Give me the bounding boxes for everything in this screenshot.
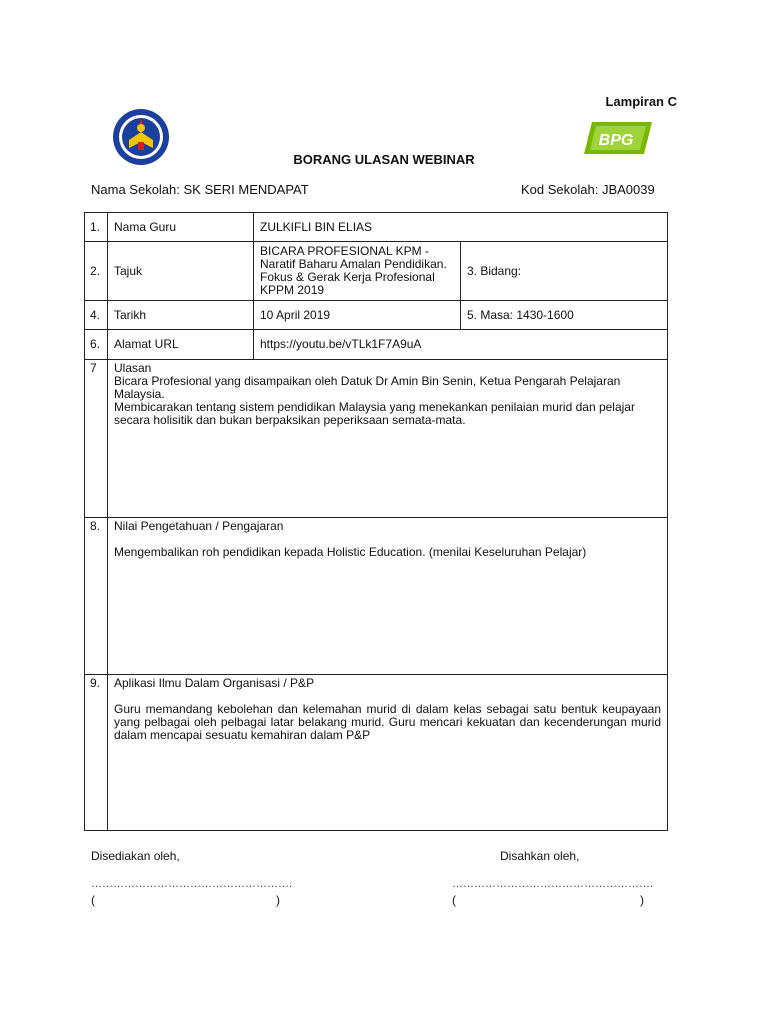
- ulasan-paragraph: Bicara Profesional yang disampaikan oleh Datuk Dr Amin Bin Senin, Ketua Pengarah Pelajaran Malaysia.: [114, 374, 621, 401]
- tarikh-value: 10 April 2019: [254, 301, 461, 330]
- table-row: [85, 301, 668, 330]
- field-label: Tarikh: [108, 301, 254, 330]
- nama-sekolah: Nama Sekolah: SK SERI MENDAPAT: [91, 182, 309, 197]
- row-number: 1.: [85, 213, 108, 242]
- field-label: Tajuk: [108, 242, 254, 301]
- lampiran-label: Lampiran C: [605, 94, 677, 109]
- webinar-form-table: [84, 212, 668, 831]
- table-row: [85, 518, 668, 675]
- disediakan-label: Disediakan oleh,: [91, 849, 180, 863]
- alamat-url-value: https://youtu.be/vTLk1F7A9uA: [254, 330, 668, 360]
- form-title: BORANG ULASAN WEBINAR: [293, 152, 475, 167]
- nama-guru-value: ZULKIFLI BIN ELIAS: [254, 213, 668, 242]
- tajuk-value: BICARA PROFESIONAL KPM - Naratif Baharu Amalan Pendidikan. Fokus & Gerak Kerja Profesional KPPM 2019: [254, 242, 461, 301]
- row-number: 8.: [85, 518, 108, 675]
- kod-sekolah: Kod Sekolah: JBA0039: [521, 182, 655, 197]
- disahkan-label: Disahkan oleh,: [500, 849, 580, 863]
- field-label: Nama Guru: [108, 213, 254, 242]
- field-label: Alamat URL: [108, 330, 254, 360]
- nilai-paragraph: Mengembalikan roh pendidikan kepada Holistic Education. (menilai Keseluruhan Pelajar): [114, 545, 587, 559]
- bpg-logo-text: BPG: [598, 132, 634, 149]
- bidang-label: 3. Bidang:: [461, 242, 668, 301]
- row-number: 6.: [85, 330, 108, 360]
- name-close-paren-right: ): [640, 893, 644, 907]
- name-open-paren-right: (: [452, 893, 456, 907]
- nilai-section: [108, 518, 668, 675]
- table-row: [85, 330, 668, 360]
- aplikasi-section: [108, 675, 668, 831]
- section-heading: Nilai Pengetahuan / Pengajaran: [114, 519, 284, 533]
- name-open-paren-left: (: [91, 893, 95, 907]
- row-number: 2.: [85, 242, 108, 301]
- table-row: [85, 213, 668, 242]
- aplikasi-paragraph: Guru memandang kebolehan dan kelemahan murid di dalam kelas sebagai satu bentuk keupayaan yang pelbagai oleh pelbagai latar belakang murid. Guru mencari kekuatan dan kecenderungan murid dalam mencapai sesuatu kemahiran dalam P&P: [114, 702, 661, 742]
- section-heading: Aplikasi Ilmu Dalam Organisasi / P&P: [114, 676, 315, 690]
- masa-value: 5. Masa: 1430-1600: [461, 301, 668, 330]
- ulasan-section: [108, 360, 668, 518]
- signature-line-left: ……………………………………………….: [91, 878, 293, 890]
- table-row: [85, 675, 668, 831]
- signature-line-right: ……………………………………………….: [452, 878, 654, 890]
- row-number: 9.: [85, 675, 108, 831]
- table-row: [85, 242, 668, 301]
- section-heading: Ulasan: [114, 361, 152, 375]
- name-close-paren-left: ): [276, 893, 280, 907]
- row-number: 7: [85, 360, 108, 518]
- table-row: [85, 360, 668, 518]
- row-number: 4.: [85, 301, 108, 330]
- ulasan-paragraph: Membicarakan tentang sistem pendidikan Malaysia yang menekankan penilaian murid dan pelajar secara holisitik dan bukan berpaksikan peperiksaan semata-mata.: [114, 400, 635, 427]
